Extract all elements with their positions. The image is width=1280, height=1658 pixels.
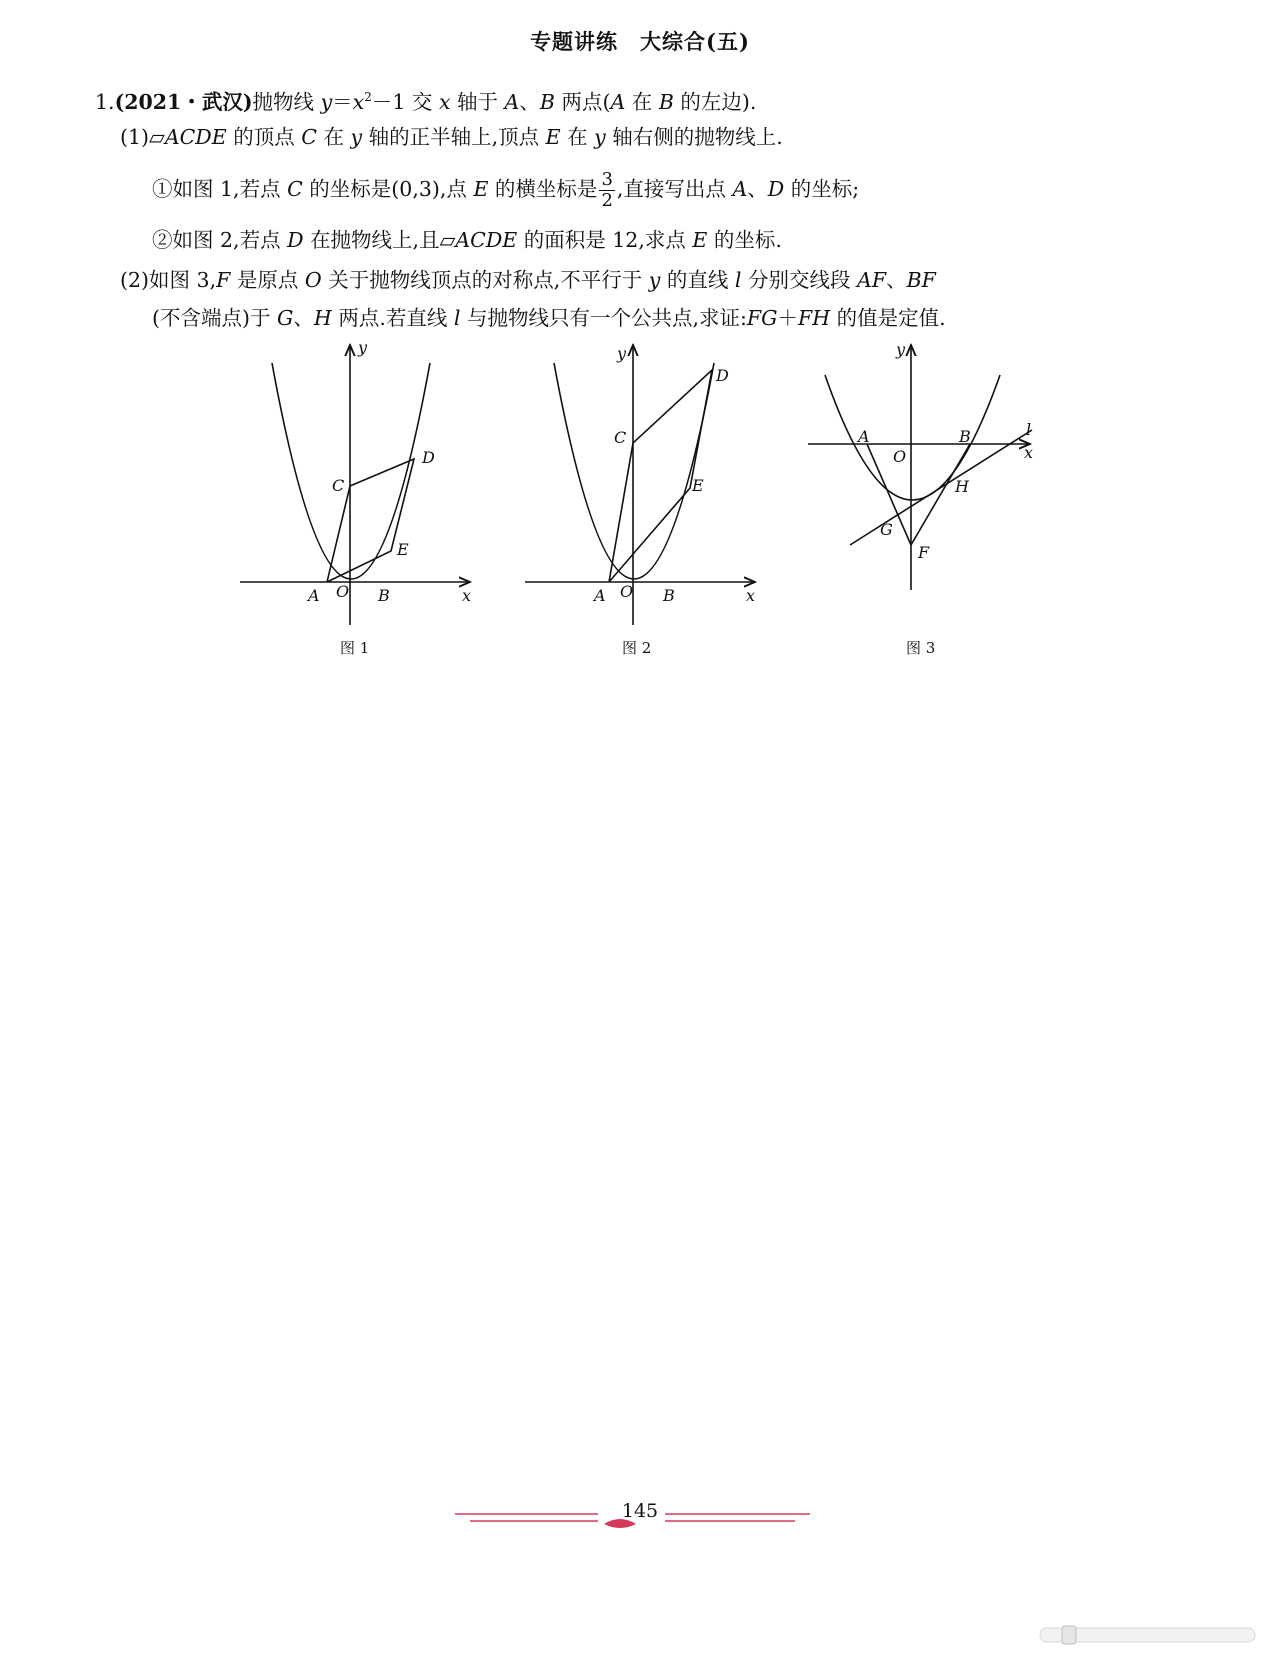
text: 的坐标是(0,3),点 — [302, 177, 474, 201]
fraction-numerator: 3 — [601, 169, 613, 190]
problem-sub1 — [152, 170, 859, 211]
label-B: B — [959, 427, 971, 446]
problem-part1 — [120, 122, 783, 152]
math-var: BF — [906, 268, 936, 292]
label-x: x — [1024, 443, 1034, 462]
label-y: y — [358, 338, 368, 357]
problem-number: 1. — [95, 89, 115, 114]
text: 、 — [293, 306, 314, 330]
label-A: A — [858, 427, 870, 446]
label-E: E — [397, 540, 409, 559]
math-var: E — [545, 125, 561, 149]
math-var: D — [767, 177, 785, 201]
math-var: E — [473, 177, 489, 201]
figure-1-caption: 图 1 — [340, 639, 370, 657]
text: 轴的正半轴上,顶点 — [362, 125, 546, 149]
label-y: y — [896, 340, 906, 359]
text: 两点.若直线 — [331, 306, 454, 330]
fraction-denominator: 2 — [601, 190, 613, 211]
label-l: l — [1026, 420, 1032, 439]
text: 是原点 — [230, 268, 305, 292]
math-var: B — [539, 89, 555, 114]
label-F: F — [918, 543, 930, 562]
label-D: D — [422, 448, 435, 467]
text: 分别交线段 — [741, 268, 858, 292]
math-var: l — [734, 268, 742, 292]
text: 轴于 — [450, 89, 505, 114]
text: 在 — [316, 125, 351, 149]
text: 的坐标; — [784, 177, 860, 201]
text: 两点( — [554, 89, 611, 114]
math-var: A — [610, 89, 626, 114]
text: 在抛物线上,且▱ — [303, 228, 456, 252]
text: 在 — [560, 125, 595, 149]
math-var: FG — [746, 306, 778, 330]
problem-part2-line2 — [152, 303, 946, 333]
text: 的面积是 12,求点 — [517, 228, 693, 252]
figure-3-caption: 图 3 — [906, 639, 936, 657]
math-var: G — [277, 306, 294, 330]
math-var: B — [658, 89, 674, 114]
text: ,直接写出点 — [616, 177, 733, 201]
text: －1 交 — [371, 89, 439, 114]
text: 关于抛物线顶点的对称点,不平行于 — [321, 268, 649, 292]
problem-source: (2021・武汉) — [114, 89, 253, 114]
label-O: O — [336, 582, 350, 601]
text: 的横坐标是 — [488, 177, 598, 201]
math-var: ACDE — [455, 228, 518, 252]
label-E: E — [692, 476, 704, 495]
math-var: O — [304, 268, 322, 292]
text: 、 — [886, 268, 907, 292]
math-var: FH — [797, 306, 831, 330]
math-var: H — [313, 306, 332, 330]
label-C: C — [614, 428, 627, 447]
fraction-3-2 — [599, 170, 614, 211]
text: (2)如图 3, — [120, 268, 217, 292]
text: 的值是定值. — [830, 306, 946, 330]
label-x: x — [746, 586, 756, 605]
math-var: AF — [857, 268, 887, 292]
label-O: O — [893, 447, 907, 466]
text: 的左边). — [673, 89, 757, 114]
label-H: H — [955, 477, 969, 496]
math-var: y — [350, 125, 363, 149]
line-l — [850, 430, 1032, 545]
problem-sub2 — [152, 225, 782, 255]
page-number: 145 — [621, 1500, 659, 1522]
figure-2 — [525, 344, 755, 625]
problem-part2-line1 — [120, 265, 936, 295]
text: 、 — [747, 177, 768, 201]
label-y: y — [617, 344, 627, 363]
math-var: x — [352, 89, 365, 114]
text: 轴右侧的抛物线上. — [605, 125, 783, 149]
text: 的坐标. — [707, 228, 782, 252]
label-x: x — [462, 586, 472, 605]
label-A: A — [594, 586, 606, 605]
math-sup: 2 — [364, 90, 372, 104]
math-var: A — [732, 177, 748, 201]
math-var: y — [320, 89, 333, 114]
figure-2-caption: 图 2 — [622, 639, 652, 657]
label-G: G — [880, 520, 893, 539]
page-title: 专题讲练 大综合(五) — [530, 29, 750, 54]
text: (不含端点)于 — [152, 306, 278, 330]
parabola — [825, 375, 1000, 500]
problem-intro — [95, 82, 756, 117]
math-var: x — [438, 89, 451, 114]
figure-3 — [808, 340, 1033, 590]
label-O: O — [620, 582, 634, 601]
label-C: C — [332, 476, 345, 495]
text: ②如图 2,若点 — [152, 228, 288, 252]
figure-1 — [240, 338, 471, 625]
math-var: l — [453, 306, 461, 330]
math-var: y — [648, 268, 661, 292]
math-var: ACDE — [164, 125, 227, 149]
label-A: A — [308, 586, 320, 605]
text: 的顶点 — [226, 125, 302, 149]
figures-panel — [0, 338, 1280, 675]
math-var: E — [692, 228, 708, 252]
parabola — [554, 363, 714, 579]
math-var: C — [287, 177, 303, 201]
math-var: y — [594, 125, 606, 149]
math-var: D — [287, 228, 304, 252]
text: 的直线 — [660, 268, 735, 292]
text: 抛物线 — [252, 89, 321, 114]
math-var: A — [504, 89, 520, 114]
text: 与抛物线只有一个公共点,求证: — [460, 306, 747, 330]
label-B: B — [663, 586, 675, 605]
scroll-indicator — [1040, 1624, 1260, 1646]
text: ＋ — [777, 306, 798, 330]
scroll-thumb — [1062, 1626, 1076, 1644]
text: ①如图 1,若点 — [152, 177, 288, 201]
math-var: F — [216, 268, 231, 292]
math-var: C — [301, 125, 317, 149]
text: ＝ — [332, 89, 353, 114]
text: 、 — [519, 89, 540, 114]
label-D: D — [716, 366, 729, 385]
label-B: B — [378, 586, 390, 605]
text: 在 — [625, 89, 659, 114]
text: (1)▱ — [120, 125, 165, 149]
